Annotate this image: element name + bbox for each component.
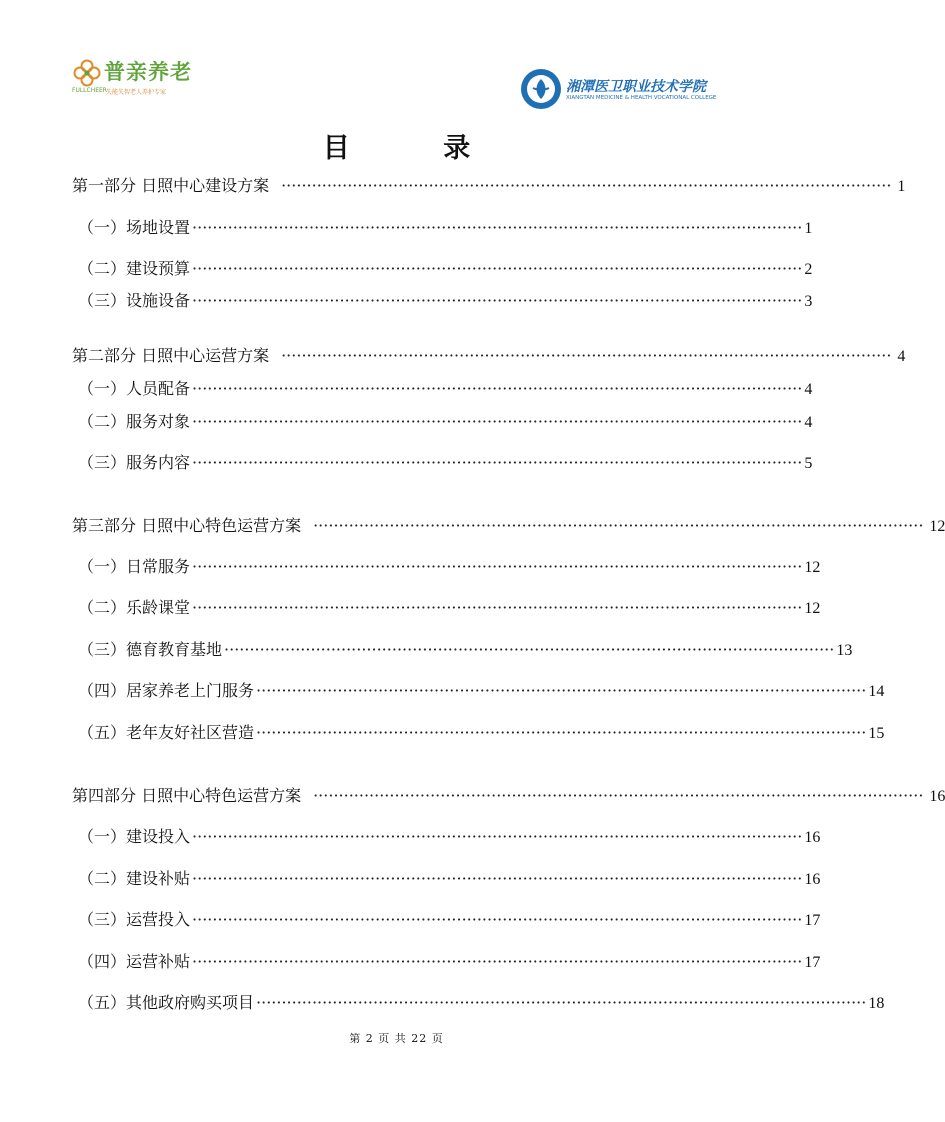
toc-entry-page: 2	[804, 261, 813, 278]
toc-leader: ························································································································	[224, 640, 835, 659]
toc-leader: ························································································································	[192, 869, 803, 888]
toc-leader: ························································································································	[192, 259, 803, 278]
toc-leader: ························································································································	[192, 379, 803, 398]
page-footer: 第 2 页 共 22 页	[349, 1032, 444, 1045]
page-title: 目 录	[322, 133, 513, 164]
toc-entry-label: 第三部分 日照中心特色运营方案	[72, 516, 302, 535]
toc-entry-page: 16	[929, 788, 945, 805]
brand-english: FULLCHEER	[72, 87, 107, 94]
toc-leader: ························································································································	[192, 218, 803, 237]
toc-entry-label: 第四部分 日照中心特色运营方案	[72, 786, 302, 805]
college-english-name: XIANGTAN MEDICINE & HEALTH VOCATIONAL COLLEGE	[566, 95, 717, 101]
toc-entry[interactable]	[78, 640, 853, 661]
toc-entry-page: 18	[868, 995, 885, 1012]
brand-name: 普亲养老	[104, 60, 192, 84]
toc-entry[interactable]	[78, 379, 813, 400]
toc-entry[interactable]	[78, 598, 821, 619]
toc-entry[interactable]	[78, 681, 885, 702]
toc-leader: ························································································································	[192, 910, 803, 929]
toc-entry[interactable]	[78, 910, 821, 931]
fullcheer-logo	[72, 56, 202, 100]
toc-entry-page: 4	[804, 381, 813, 398]
college-seal-icon	[520, 68, 562, 110]
toc-entry[interactable]	[78, 412, 813, 433]
toc-entry-page: 12	[804, 559, 821, 576]
toc-entry[interactable]	[78, 952, 821, 973]
toc-entry[interactable]	[78, 557, 821, 578]
toc-leader: ························································································································	[192, 291, 803, 310]
toc-entry[interactable]	[78, 723, 885, 744]
toc-entry[interactable]	[78, 453, 813, 474]
toc-entry-page: 4	[897, 348, 906, 365]
toc-entry-label: （二）服务对象	[78, 412, 191, 431]
toc-entry-label: （三）设施设备	[78, 291, 191, 310]
toc-entry-label: 第二部分 日照中心运营方案	[72, 346, 270, 365]
toc-entry-page: 1	[897, 178, 906, 195]
toc-entry-page: 16	[804, 871, 821, 888]
toc-entry[interactable]	[72, 346, 906, 367]
toc-entry-label: （二）建设预算	[78, 259, 191, 278]
toc-entry-label: （五）老年友好社区营造	[78, 723, 255, 742]
toc-entry-page: 1	[804, 220, 813, 237]
toc-entry[interactable]	[72, 786, 945, 807]
toc-leader: ························································································································	[281, 346, 892, 365]
toc-entry[interactable]	[78, 827, 821, 848]
toc-leader: ························································································································	[192, 827, 803, 846]
toc-entry-label: （一）日常服务	[78, 557, 191, 576]
brand-tagline: 失能失智老人养护专家	[106, 89, 167, 96]
toc-leader: ························································································································	[313, 516, 924, 535]
toc-entry-label: （二）乐龄课堂	[78, 598, 191, 617]
toc-entry-label: （五）其他政府购买项目	[78, 993, 255, 1012]
toc-leader: ························································································································	[192, 453, 803, 472]
toc-entry[interactable]	[72, 516, 945, 537]
toc-entry[interactable]	[78, 218, 813, 239]
toc-entry-label: （四）居家养老上门服务	[78, 681, 255, 700]
toc-entry-page: 17	[804, 912, 821, 929]
toc-leader: ························································································································	[281, 176, 892, 195]
toc-entry-page: 3	[804, 293, 813, 310]
toc-entry-label: （三）服务内容	[78, 453, 191, 472]
toc-entry-label: （一）人员配备	[78, 379, 191, 398]
toc-leader: ························································································································	[192, 598, 803, 617]
flower-logo-icon	[72, 58, 102, 88]
toc-entry[interactable]	[72, 176, 906, 197]
toc-entry[interactable]	[78, 993, 885, 1014]
toc-entry-label: （三）德育教育基地	[78, 640, 223, 659]
toc-entry-page: 5	[804, 455, 813, 472]
toc-entry-page: 16	[804, 829, 821, 846]
toc-entry-page: 17	[804, 954, 821, 971]
toc-entry-label: （一）建设投入	[78, 827, 191, 846]
toc-entry[interactable]	[78, 259, 813, 280]
toc-entry-page: 15	[868, 725, 885, 742]
toc-leader: ························································································································	[256, 993, 867, 1012]
toc-leader: ························································································································	[256, 723, 867, 742]
toc-entry[interactable]	[78, 869, 821, 890]
toc-leader: ························································································································	[192, 557, 803, 576]
toc-leader: ························································································································	[192, 412, 803, 431]
toc-entry-page: 4	[804, 414, 813, 431]
college-logo	[520, 68, 720, 112]
toc-entry-label: （三）运营投入	[78, 910, 191, 929]
toc-entry-label: 第一部分 日照中心建设方案	[72, 176, 270, 195]
toc-entry-page: 14	[868, 683, 885, 700]
toc-entry-label: （二）建设补贴	[78, 869, 191, 888]
toc-entry-label: （一）场地设置	[78, 218, 191, 237]
toc-leader: ························································································································	[192, 952, 803, 971]
toc-entry[interactable]	[78, 291, 813, 312]
toc-entry-label: （四）运营补贴	[78, 952, 191, 971]
toc-entry-page: 12	[804, 600, 821, 617]
toc-leader: ························································································································	[256, 681, 867, 700]
toc-leader: ························································································································	[313, 786, 924, 805]
college-name: 湘潭医卫职业技术学院	[566, 79, 706, 95]
toc-entry-page: 13	[836, 642, 853, 659]
toc-entry-page: 12	[929, 518, 945, 535]
